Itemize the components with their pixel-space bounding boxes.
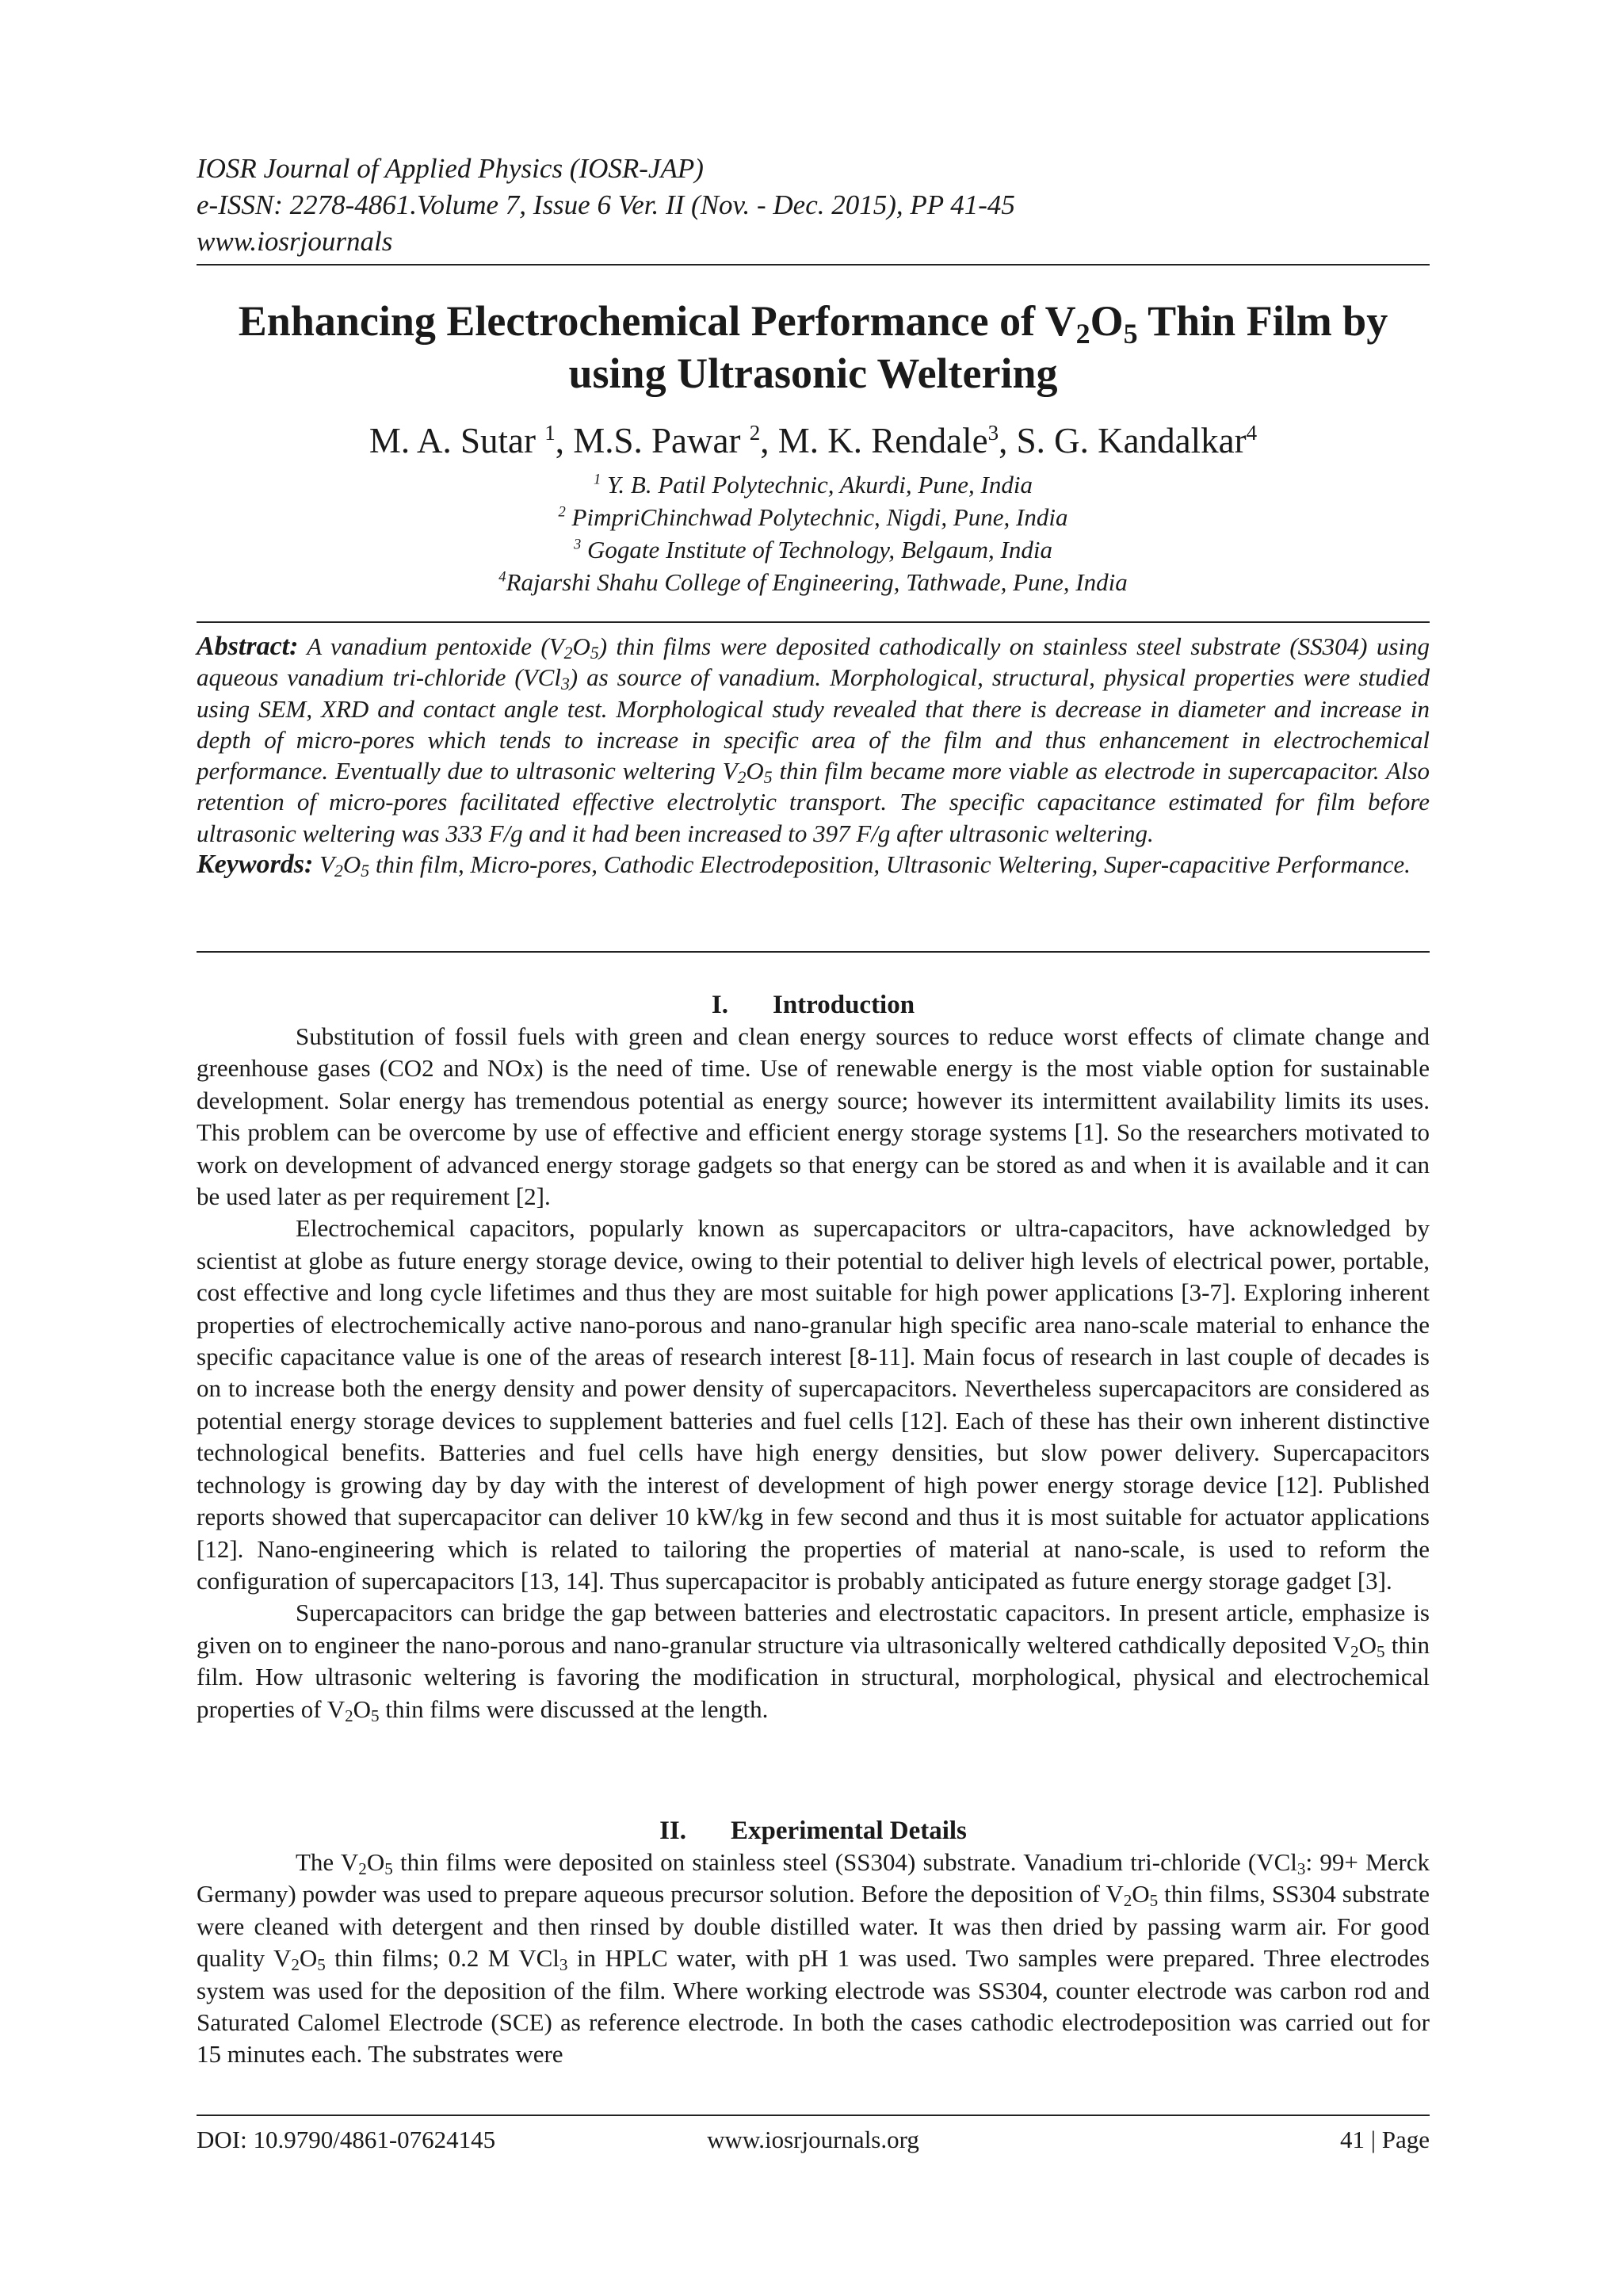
header-rule bbox=[197, 264, 1430, 266]
journal-issn: e-ISSN: 2278-4861.Volume 7, Issue 6 Ver. II (Nov. - Dec. 2015), PP 41-45 bbox=[197, 189, 1015, 220]
paragraph: The $V_2O_5$ thin films were deposited on stainless steel (SS304) substrate. Vanadium tri-chloride (VCl$_3$: 99+ Merck Germany) powder was used to prepare aqueous precursor solution. Before the deposition of $V_2O_5$ thin films, SS304 substrate were cleaned with detergent and then rinsed by double distilled water. It was then dried by passing warm air. For good quality $V_2O_5$ thin films; 0.2 M VCl$_3$ in HPLC water, with pH 1 was used. Two samples were prepared. Three electrodes system was used for the deposition of the film. Where working electrode was SS304, counter electrode was carbon rod and Saturated Calomel Electrode (SCE) as reference electrode. In both the cases cathodic electrodeposition was carried out for 15 minutes each. The substrates were bbox=[197, 1848, 1430, 2069]
title-line-1: Enhancing Electrochemical Performance of $V_2O_5$ Thin Film by bbox=[238, 297, 1388, 350]
section-heading-introduction: I. Introduction bbox=[711, 991, 915, 1019]
abstract-top-rule bbox=[197, 621, 1430, 623]
affiliation-list bbox=[197, 468, 1430, 598]
author: S. G. Kandalkar$^4$ bbox=[1016, 421, 1258, 460]
abstract-section bbox=[197, 631, 1430, 880]
keywords-label: Keywords: bbox=[197, 850, 314, 880]
experimental-body bbox=[197, 1847, 1430, 2071]
section-heading-experimental: II. Experimental Details bbox=[659, 1817, 967, 1845]
author: M. A. Sutar $^1$, bbox=[369, 421, 574, 460]
journal-website: www.iosrjournals bbox=[197, 226, 393, 257]
footer-rule bbox=[197, 2115, 1430, 2116]
footer-doi: DOI: 10.9790/4861-07624145 bbox=[197, 2126, 496, 2153]
keywords-text: Keywords: $V_2O_5$ thin film, Micro-pores, Cathodic Electrodeposition, Ultrasonic Weltering, Super-capacitive Performance. bbox=[197, 850, 1411, 881]
author: M.S. Pawar $^2$, bbox=[573, 421, 778, 460]
introduction-body bbox=[197, 1021, 1430, 1725]
paragraph: Substitution of fossil fuels with green and clean energy sources to reduce worst effects of climate change and greenhouse gases (CO2 and NOx) is the need of time. Use of renewable energy is the most viable option for sustainable development. Solar energy has tremendous potential as energy source; however its intermittent availability limits its uses. This problem can be overcome by use of effective and efficient energy storage systems [1]. So the researchers motivated to work on development of advanced energy storage gadgets so that energy can be stored as and when it is available and it can be used later as per requirement [2]. bbox=[197, 1022, 1430, 1211]
paper-title bbox=[197, 295, 1430, 399]
abstract-text: Abstract: A vanadium pentoxide $(V_2O_5)$ thin films were deposited cathodically on stainless steel substrate (SS304) using aqueous vanadium tri-chloride (VCl$_3$) as source of vanadium. Morphological, structural, physical properties were studied using SEM, XRD and contact angle test. Morphological study revealed that there is decrease in diameter and increase in depth of micro-pores which tends to increase in specific area of the film and thus enhancement in electrochemical performance. Eventually due to ultrasonic weltering $V_2O_5$ thin film became more viable as electrode in supercapacitor. Also retention of micro-pores facilitated effective electrolytic transport. The specific capacitance estimated for film before ultrasonic weltering was 333 F/g and it had been increased to 397 F/g after ultrasonic weltering. bbox=[197, 632, 1430, 847]
abstract-bottom-rule bbox=[197, 951, 1430, 953]
affiliation: $^1$ Y. B. Patil Polytechnic, Akurdi, Pune, India bbox=[593, 471, 1033, 499]
author-list bbox=[197, 418, 1430, 463]
title-line-2: using Ultrasonic Weltering bbox=[568, 350, 1058, 397]
journal-header bbox=[197, 151, 1430, 260]
page-footer bbox=[197, 2124, 1430, 2156]
paragraph: Supercapacitors can bridge the gap between batteries and electrostatic capacitors. In present article, emphasize is given on to engineer the nano-porous and nano-granular structure via ultrasonically weltered cathdically deposited $V_2O_5$ thin film. How ultrasonic weltering is favoring the modification in structural, morphological, physical and electrochemical properties of $V_2O_5$ thin films were discussed at the length. bbox=[197, 1599, 1430, 1725]
footer-website: www.iosrjournals.org bbox=[707, 2126, 919, 2153]
footer-page-number: 41 | Page bbox=[1340, 2126, 1430, 2153]
affiliation: $^4$Rajarshi Shahu College of Engineering, Tathwade, Pune, India bbox=[498, 568, 1128, 596]
paragraph: Electrochemical capacitors, popularly known as supercapacitors or ultra-capacitors, have acknowledged by scientist at globe as future energy storage device, owing to their potential to deliver high levels of electrical power, portable, cost effective and long cycle lifetimes and thus they are most suitable for high power applications [3-7]. Exploring inherent properties of electrochemically active nano-porous and nano-granular high specific area nano-scale material to enhance the specific capacitance value is one of the areas of research interest [8-11]. Main focus of research in last couple of decades is on to increase both the energy density and power density of supercapacitors. Nevertheless supercapacitors are considered as potential energy storage devices to supplement batteries and fuel cells [12]. Each of these has their own inherent distinctive technological benefits. Batteries and fuel cells have high energy densities, but slow power delivery. Supercapacitors technology is growing day by day with the interest of development of high power energy storage device [12]. Published reports showed that supercapacitor can deliver 10 kW/kg in few second and thus it is most suitable for actuator applications [12]. Nano-engineering which is related to tailoring the properties of material at nano-scale, is used to reform the configuration of supercapacitors [13, 14]. Thus supercapacitor is probably anticipated as future energy storage gadget [3]. bbox=[197, 1214, 1430, 1595]
affiliation: $^3$ Gogate Institute of Technology, Belgaum, India bbox=[574, 536, 1052, 563]
abstract-label: Abstract: bbox=[197, 632, 299, 661]
journal-name: IOSR Journal of Applied Physics (IOSR-JAP) bbox=[197, 153, 704, 184]
author: M. K. Rendale$^3$, bbox=[777, 421, 1017, 460]
affiliation: $^2$ PimpriChinchwad Polytechnic, Nigdi, Pune, India bbox=[558, 503, 1068, 531]
